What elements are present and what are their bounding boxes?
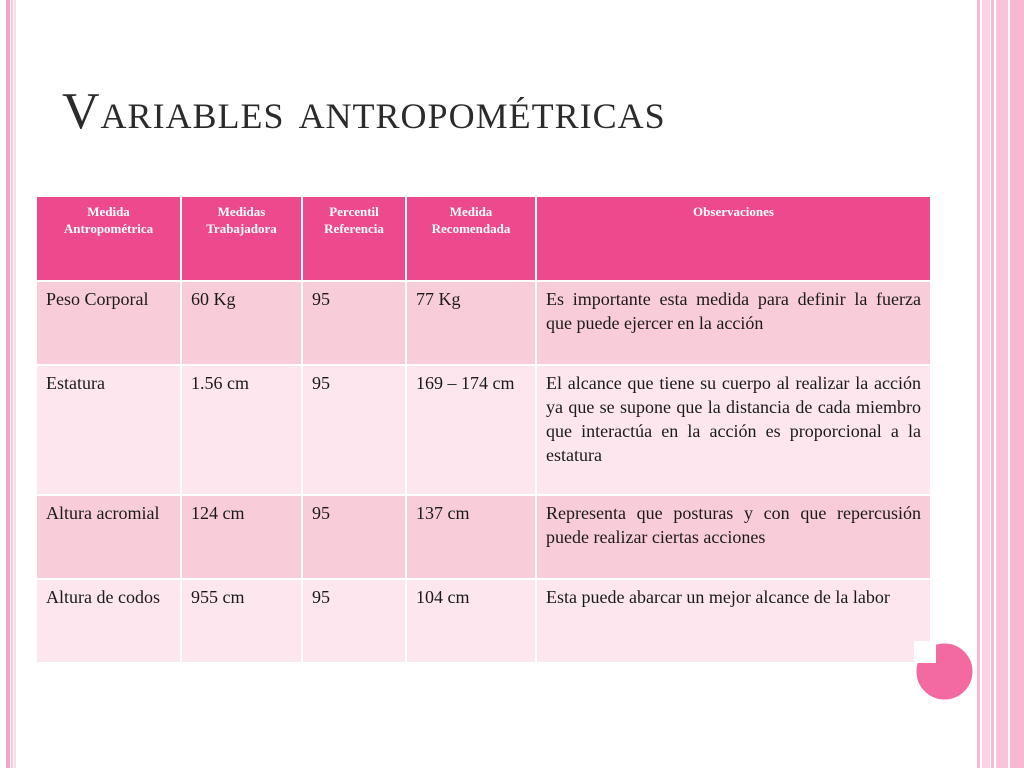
cell-measure: Estatura — [37, 365, 181, 495]
header-observaciones: Observaciones — [536, 197, 930, 281]
cell-worker-value: 1.56 cm — [181, 365, 302, 495]
cell-percentile: 95 — [302, 579, 406, 663]
header-medidas-trabajadora: Medidas Trabajadora — [181, 197, 302, 281]
right-border-stripe — [996, 0, 1008, 768]
right-border-stripe — [1010, 0, 1024, 768]
cell-observation: El alcance que tiene su cuerpo al realizar la acción ya que se supone que la distancia de cada miembro que interactúa en la acción es proporcional a la estatura — [536, 365, 930, 495]
left-border-stripe — [6, 0, 10, 768]
cell-observation: Es importante esta medida para definir la fuerza que puede ejercer en la acción — [536, 281, 930, 365]
anthropometric-table — [37, 197, 930, 664]
header-medida-recomendada: Medida Recomendada — [406, 197, 536, 281]
cell-measure: Peso Corporal — [37, 281, 181, 365]
table-row — [37, 365, 930, 495]
cell-observation: Representa que posturas y con que repercusión puede realizar ciertas acciones — [536, 495, 930, 579]
header-percentil-referencia: Percentil Referencia — [302, 197, 406, 281]
cell-recommended: 77 Kg — [406, 281, 536, 365]
cell-worker-value: 60 Kg — [181, 281, 302, 365]
right-border-stripe — [982, 0, 990, 768]
cell-recommended: 169 – 174 cm — [406, 365, 536, 495]
table-row — [37, 579, 930, 663]
left-border-stripe — [14, 0, 16, 768]
cell-worker-value: 124 cm — [181, 495, 302, 579]
table-row — [37, 495, 930, 579]
cell-measure: Altura de codos — [37, 579, 181, 663]
cell-observation: Esta puede abarcar un mejor alcance de la labor — [536, 579, 930, 663]
left-border-stripe — [11, 0, 13, 768]
right-border-stripe — [977, 0, 980, 768]
table-header-row — [37, 197, 930, 281]
cell-recommended: 104 cm — [406, 579, 536, 663]
cell-percentile: 95 — [302, 281, 406, 365]
header-medida-antropometrica: Medida Antropométrica — [37, 197, 181, 281]
right-border-stripe — [991, 0, 994, 768]
cell-percentile: 95 — [302, 495, 406, 579]
pink-circle-icon — [914, 641, 975, 702]
slide-title: Variables antropométricas — [62, 83, 666, 140]
table-row — [37, 281, 930, 365]
cell-percentile: 95 — [302, 365, 406, 495]
cell-measure: Altura acromial — [37, 495, 181, 579]
cell-recommended: 137 cm — [406, 495, 536, 579]
cell-worker-value: 955 cm — [181, 579, 302, 663]
